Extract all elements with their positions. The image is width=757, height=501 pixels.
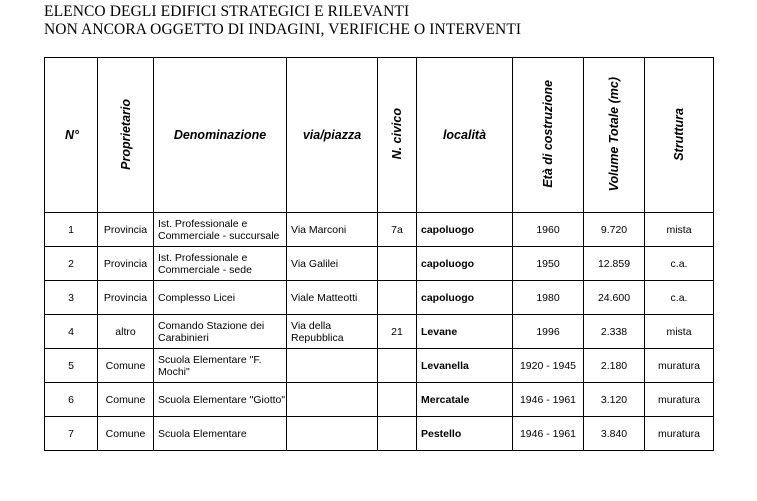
document-title [44, 3, 521, 39]
title-line-1: ELENCO DEGLI EDIFICI STRATEGICI E RILEVANTI [44, 3, 410, 20]
table-row [45, 417, 714, 451]
cell-civico [378, 417, 417, 451]
cell-denominazione: Scuola Elementare [154, 417, 287, 451]
title-line-2: NON ANCORA OGGETTO DI INDAGINI, VERIFICHE O INTERVENTI [44, 21, 522, 38]
cell-n: 3 [45, 281, 98, 315]
cell-via: Via Galilei [287, 247, 378, 281]
cell-n: 7 [45, 417, 98, 451]
cell-volume: 24.600 [584, 281, 645, 315]
cell-eta: 1996 [513, 315, 584, 349]
cell-volume: 12.859 [584, 247, 645, 281]
cell-volume: 2.180 [584, 349, 645, 383]
cell-struttura: muratura [645, 349, 714, 383]
cell-localita: Levanella [417, 349, 513, 383]
table-row [45, 349, 714, 383]
cell-denominazione: Complesso Licei [154, 281, 287, 315]
cell-denominazione: Scuola Elementare "Giotto" [154, 383, 287, 417]
cell-eta: 1946 - 1961 [513, 417, 584, 451]
buildings-table [44, 57, 714, 451]
table-row [45, 281, 714, 315]
header-eta: Età di costruzione [513, 58, 584, 213]
cell-eta: 1920 - 1945 [513, 349, 584, 383]
cell-proprietario: Comune [98, 417, 154, 451]
header-struttura: Struttura [645, 58, 714, 213]
cell-struttura: muratura [645, 417, 714, 451]
cell-civico [378, 349, 417, 383]
cell-eta: 1980 [513, 281, 584, 315]
cell-via: Viale Matteotti [287, 281, 378, 315]
cell-struttura: c.a. [645, 281, 714, 315]
cell-volume: 3.840 [584, 417, 645, 451]
header-row [45, 58, 714, 213]
header-civico: N. civico [378, 58, 417, 213]
cell-n: 2 [45, 247, 98, 281]
cell-via [287, 349, 378, 383]
cell-via: Via Marconi [287, 213, 378, 247]
cell-proprietario: Comune [98, 349, 154, 383]
cell-n: 5 [45, 349, 98, 383]
cell-civico [378, 383, 417, 417]
cell-via [287, 383, 378, 417]
cell-proprietario: altro [98, 315, 154, 349]
cell-proprietario: Provincia [98, 213, 154, 247]
cell-volume: 9.720 [584, 213, 645, 247]
cell-struttura: muratura [645, 383, 714, 417]
cell-localita: Mercatale [417, 383, 513, 417]
table-row [45, 247, 714, 281]
header-proprietario: Proprietario [98, 58, 154, 213]
cell-civico: 7a [378, 213, 417, 247]
cell-denominazione: Ist. Professionale e Commerciale - succursale [154, 213, 287, 247]
cell-struttura: mista [645, 315, 714, 349]
header-volume: Volume Totale (mc) [584, 58, 645, 213]
cell-civico [378, 281, 417, 315]
cell-localita: Pestello [417, 417, 513, 451]
cell-volume: 3.120 [584, 383, 645, 417]
cell-proprietario: Comune [98, 383, 154, 417]
table-row [45, 383, 714, 417]
cell-eta: 1960 [513, 213, 584, 247]
cell-n: 6 [45, 383, 98, 417]
cell-localita: capoluogo [417, 281, 513, 315]
cell-eta: 1946 - 1961 [513, 383, 584, 417]
cell-via [287, 417, 378, 451]
header-via: via/piazza [287, 58, 378, 213]
cell-struttura: c.a. [645, 247, 714, 281]
cell-n: 1 [45, 213, 98, 247]
header-denominazione: Denominazione [154, 58, 287, 213]
cell-localita: capoluogo [417, 247, 513, 281]
header-n: N° [45, 58, 98, 213]
cell-struttura: mista [645, 213, 714, 247]
cell-n: 4 [45, 315, 98, 349]
cell-volume: 2.338 [584, 315, 645, 349]
cell-eta: 1950 [513, 247, 584, 281]
cell-proprietario: Provincia [98, 281, 154, 315]
cell-civico: 21 [378, 315, 417, 349]
table-row [45, 315, 714, 349]
cell-localita: Levane [417, 315, 513, 349]
cell-denominazione: Ist. Professionale e Commerciale - sede [154, 247, 287, 281]
cell-denominazione: Comando Stazione dei Carabinieri [154, 315, 287, 349]
cell-denominazione: Scuola Elementare "F. Mochi" [154, 349, 287, 383]
cell-proprietario: Provincia [98, 247, 154, 281]
cell-via: Via della Repubblica [287, 315, 378, 349]
cell-civico [378, 247, 417, 281]
table-row [45, 213, 714, 247]
cell-localita: capoluogo [417, 213, 513, 247]
header-localita: località [417, 58, 513, 213]
